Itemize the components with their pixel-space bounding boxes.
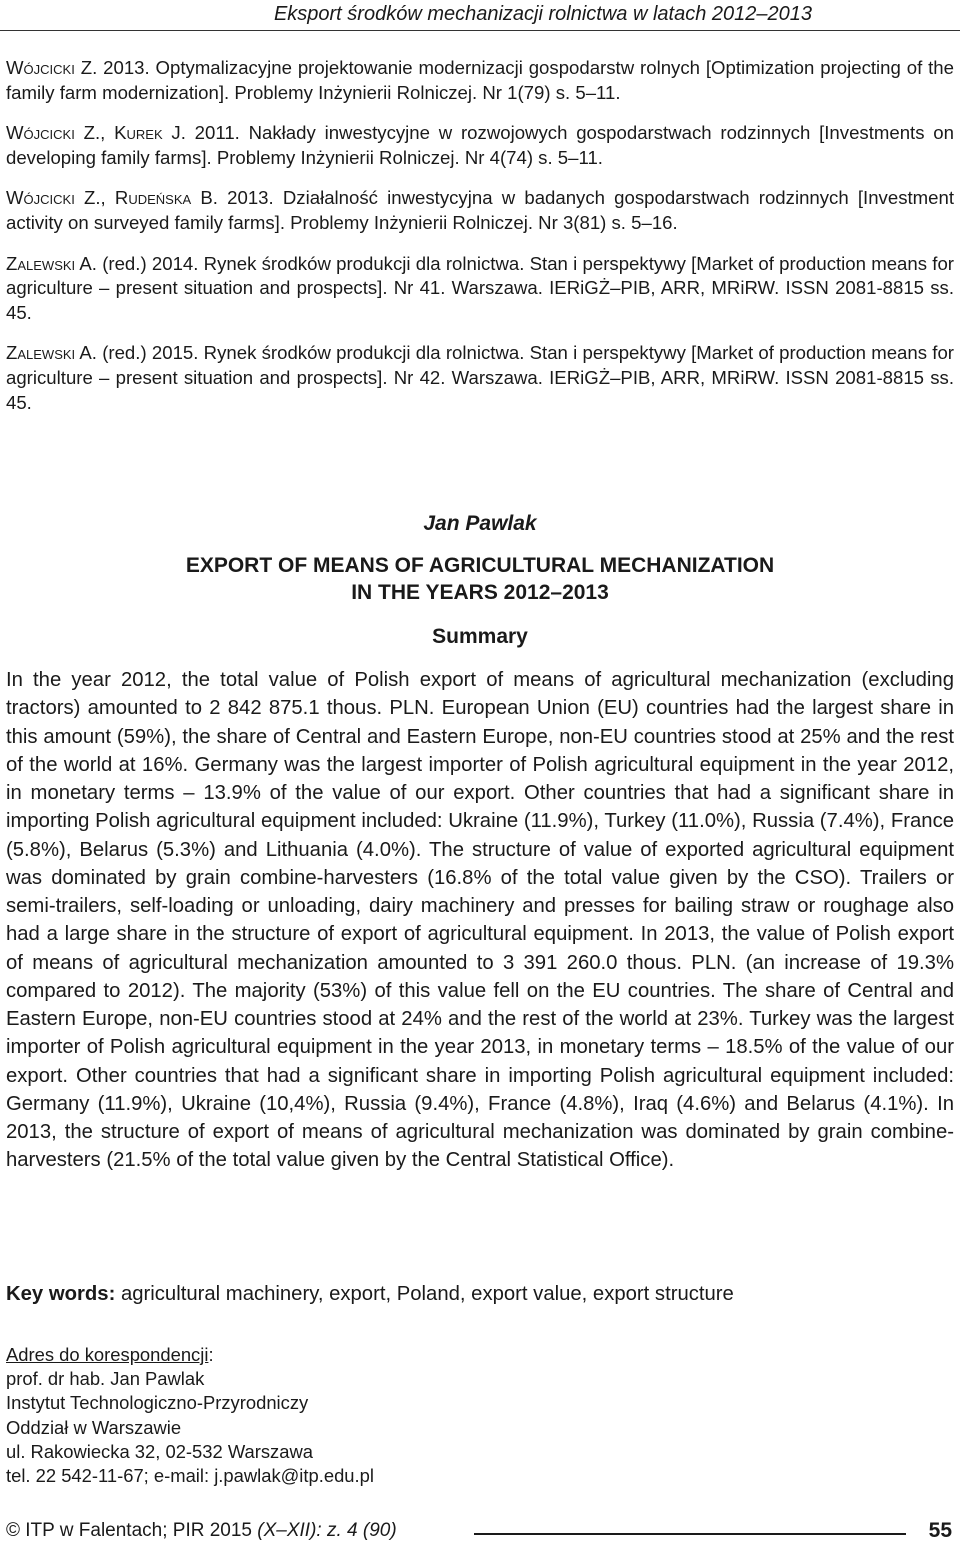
reference-item: [6, 121, 954, 170]
reference-text: J. 2011. Nakłady inwestycyjne w rozwojowych gospodarstwach rodzinnych [Investments on developing family farms]. Problemy Inżynierii Rolniczej. Nr 4(74) s. 5–11.: [6, 122, 954, 168]
keywords: [6, 1280, 954, 1308]
reference-author: Zalewski: [6, 252, 76, 274]
footer-issue: (X–XII): z. 4 (90): [257, 1520, 397, 1541]
reference-coauthor: Kurek: [114, 122, 163, 144]
page-number: 55: [928, 1519, 952, 1542]
reference-item: [6, 186, 954, 235]
footer-citation: [6, 1517, 397, 1545]
reference-author: Wójcicki: [6, 57, 75, 78]
address-heading: Adres do korespondencji: [6, 1344, 209, 1365]
address-line: Instytut Technologiczno-Przyrodniczy: [6, 1392, 309, 1414]
reference-text: Z. 2013. Optymalizacyjne projektowanie modernizacji gospodarstw rolnych [Optimization projecting of the family farm modernization]. Problemy Inżynierii Rolniczej. Nr 1(79) s. 5–11.: [6, 57, 954, 103]
footer-publisher: © ITP w Falentach; PIR 2015: [6, 1520, 258, 1541]
reference-item: [6, 341, 954, 415]
address-line: prof. dr hab. Jan Pawlak: [6, 1368, 205, 1390]
page-footer: [6, 1517, 954, 1547]
address-heading-suffix: :: [208, 1344, 214, 1365]
reference-item: [6, 252, 954, 326]
correspondence-address: [6, 1343, 706, 1488]
address-line: Oddział w Warszawie: [6, 1416, 182, 1438]
reference-text: B. 2013. Działalność inwestycyjna w badanych gospodarstwach rodzinnych [Investment activity on surveyed family farms]. Problemy Inżynierii Rolniczej. Nr 3(81) s. 5–16.: [6, 187, 954, 233]
address-heading-line: [6, 1343, 706, 1367]
reference-author: Zalewski: [6, 342, 76, 364]
article-title: [0, 552, 960, 606]
keywords-text: agricultural machinery, export, Poland, export value, export structure: [115, 1283, 734, 1305]
abstract-text: In the year 2012, the total value of Polish export of means of agricultural mechanization (excluding tractors) amounted to 2 842 875.1 thous. PLN. European Union (EU) countries had the largest share in this amount (59%), the share of Central and Eastern Europe, non-EU countries stood at 25% and the rest of the world at 16%. Germany was the largest importer of Polish agricultural equipment in the year 2012, in monetary terms – 13.9% of the value of our export. Other countries that had a significant share in importing Polish agricultural equipment included: Ukraine (11.9%), Turkey (11.0%), Russia (7.4%), France (5.8%), Belarus (5.3%) and Lithuania (4.0%). The structure of value of exported agricultural equipment was dominated by grain combine-harvesters (16.8% of the total value given by the CSO). Trailers or semi-trailers, self-loading or unloading, dairy machinery and presses for bailing straw or roughage also had a large share in the structure of export of agricultural equipment. In 2013, the value of Polish export of means of agricultural mechanization amounted to 3 391 260.0 thous. PLN. (an increase of 19.3% compared to 2012). The majority (53%) of this value fell on the EU countries. The share of Central and Eastern Europe, non-EU countries stood at 24% and the rest of the world at 23%. Turkey was the largest importer of Polish agricultural equipment in the year 2013, in monetary terms – 18.5% of the value of our export. Other countries that had a significant share in importing Polish agricultural equipment included: Germany (11.9%), Ukraine (10,4%), Russia (9.4%), France (4.8%), Iraq (4.6%) and Belarus (4.1%). In 2013, the structure of export of means of agricultural mechanization was dominated by grain combine-harvesters (21.5% of the total value given by the Central Statistical Office).: [6, 669, 954, 1172]
reference-separator: Z.,: [74, 122, 115, 144]
footer-rule: [474, 1533, 906, 1535]
reference-text: A. (red.) 2014. Rynek środków produkcji dla rolnictwa. Stan i perspektywy [Market of production means for agriculture – present situation and prospects]. Nr 41. Warszawa. IERiGŻ–PIB, ARR, MRiRW. ISSN 2081-8815 ss. 45.: [6, 252, 954, 323]
reference-item: [6, 56, 954, 105]
reference-coauthor: Rudeńska: [114, 187, 192, 209]
article-title-line: EXPORT OF MEANS OF AGRICULTURAL MECHANIZATION: [185, 554, 775, 577]
header-rule: [0, 30, 960, 31]
summary-heading: Summary: [432, 625, 528, 648]
reference-author: Wójcicki: [6, 187, 75, 209]
address-line: tel. 22 542-11-67; e-mail: j.pawlak@itp.edu.pl: [6, 1465, 374, 1487]
keywords-label: Key words:: [6, 1283, 116, 1305]
running-header: Eksport środków mechanizacji rolnictwa w latach 2012–2013: [273, 3, 812, 25]
reference-author: Wójcicki: [6, 122, 75, 144]
reference-text: A. (red.) 2015. Rynek środków produkcji dla rolnictwa. Stan i perspektywy [Market of production means for agriculture – present situation and prospects]. Nr 42. Warszawa. IERiGŻ–PIB, ARR, MRiRW. ISSN 2081-8815 ss. 45.: [6, 342, 954, 413]
address-line: ul. Rakowiecka 32, 02-532 Warszawa: [6, 1440, 313, 1462]
references-list: [6, 56, 954, 415]
article-author: Jan Pawlak: [423, 512, 537, 535]
reference-separator: Z.,: [74, 187, 115, 209]
article-title-line: IN THE YEARS 2012–2013: [351, 581, 609, 604]
